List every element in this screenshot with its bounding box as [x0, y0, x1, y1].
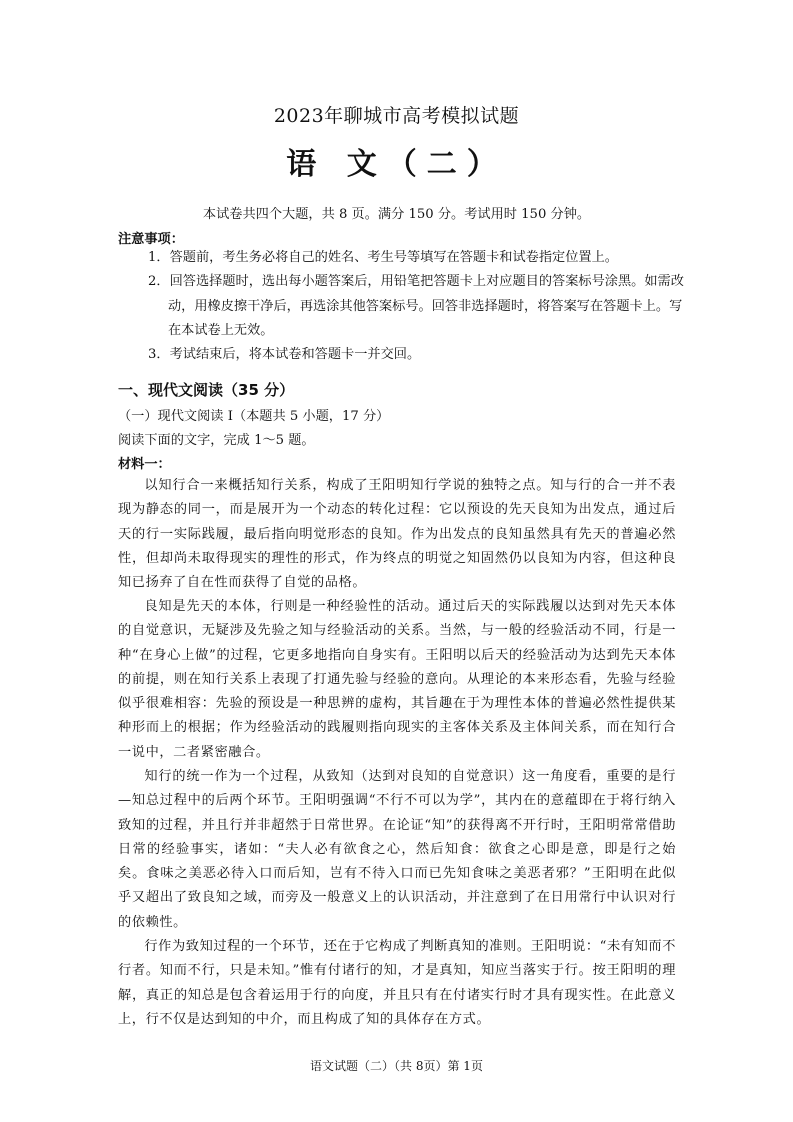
- notice-heading: 注意事项：: [118, 232, 184, 247]
- page-footer: 语文试题（二）（共 8页）第 1页: [310, 1059, 483, 1073]
- section-subheading: （一）现代文阅读 I（本题共 5 小题，17 分）: [118, 409, 390, 424]
- paragraph-3: 知行的统一作为一个过程，从致知（达到对良知的自觉意识）这一角度看，重要的是行—知总过程中的后两个环节。王阳明强调“不行不可以为学”，其内在的意蕴即在于将行纳入致知的过程，并且行并非超然于日常世界。在论证“知”的获得离不开行时，王阳明常常借助日常的经验事实，诸如：“夫人必有欲食之心，然后知食：欲食之心即是意，即是行之始矣。食味之美恶必待入口而后知，岂有不待入口而已先知食味之美恶者邪？”王阳明在此似乎又超出了致良知之域，而旁及一般意义上的认识活动，并注意到了在日用常行中认识对行的依赖性。: [118, 769, 676, 930]
- exam-title: 2023年聊城市高考模拟试题: [273, 105, 520, 127]
- section-heading: 一、现代文阅读（35 分）: [118, 381, 295, 399]
- paragraph-2: 良知是先天的本体，行则是一种经验性的活动。通过后天的实际践履以达到对先天本体的自觉意识，无疑涉及先验之知与经验活动的关系。当然，与一般的经验活动不同，行是一种“在身心上做”的过程，它更多地指向自身实有。王阳明以后天的经验活动为达到先天本体的前提，则在知行关系上表现了打通先验与经验的意向。从理论的本来形态看，先验与经验似乎很难相容：先验的预设是一种思辨的虚构，其旨趣在于为理性本体的普遍必然性提供某种形而上的根据；作为经验活动的践履则指向现实的主客体关系及主体间关系，而在知行合一说中，二者紧密融合。: [118, 599, 676, 760]
- material-heading: 材料一：: [118, 457, 171, 472]
- notice-item-2: [128, 270, 693, 344]
- notice-item-2-text: 2．回答选择题时，选出每小题答案后，用铅笔把答题卡上对应题目的答案标号涂黑。如需改动，用橡皮擦干净后，再选涂其他答案标号。回答非选择题时，将答案写在答题卡上。写在本试卷上无效。: [148, 274, 684, 338]
- paragraph-1: 以知行合一来概括知行关系，构成了王阳明知行学说的独特之点。知与行的合一并不表现为静态的同一，而是展开为一个动态的转化过程：它以预设的先天良知为出发点，通过后天的行一实际践履，最后指向明觉形态的良知。作为出发点的良知虽然具有先天的普遍必然性，但却尚未取得现实的理性的形式，作为终点的明觉之知固然仍以良知为内容，但这种良知已扬弃了自在性而获得了自觉的品格。: [118, 478, 676, 591]
- subject-title: 语 文（二）: [286, 147, 507, 182]
- exam-info: 本试卷共四个大题，共 8 页。满分 150 分。考试用时 150 分钟。: [202, 207, 591, 222]
- paragraph-4: 行作为致知过程的一个环节，还在于它构成了判断真知的准则。王阳明说：“未有知而不行者。知而不行，只是未知。”惟有付诸行的知，才是真知，知应当落实于行。按王阳明的理解，真正的知总是包含着运用于行的向度，并且只有在付诸实行时才具有现实性。在此意义上，行不仅是达到知的中介，而且构成了知的具体存在方式。: [118, 939, 676, 1027]
- notice-item-1: 1．答题前，考生务必将自己的姓名、考生号等填写在答题卡和试卷指定位置上。: [148, 250, 618, 265]
- notice-item-3: 3．考试结束后，将本试卷和答题卡一并交回。: [148, 347, 421, 362]
- reading-instruction: 阅读下面的文字，完成 1～5 题。: [118, 433, 315, 448]
